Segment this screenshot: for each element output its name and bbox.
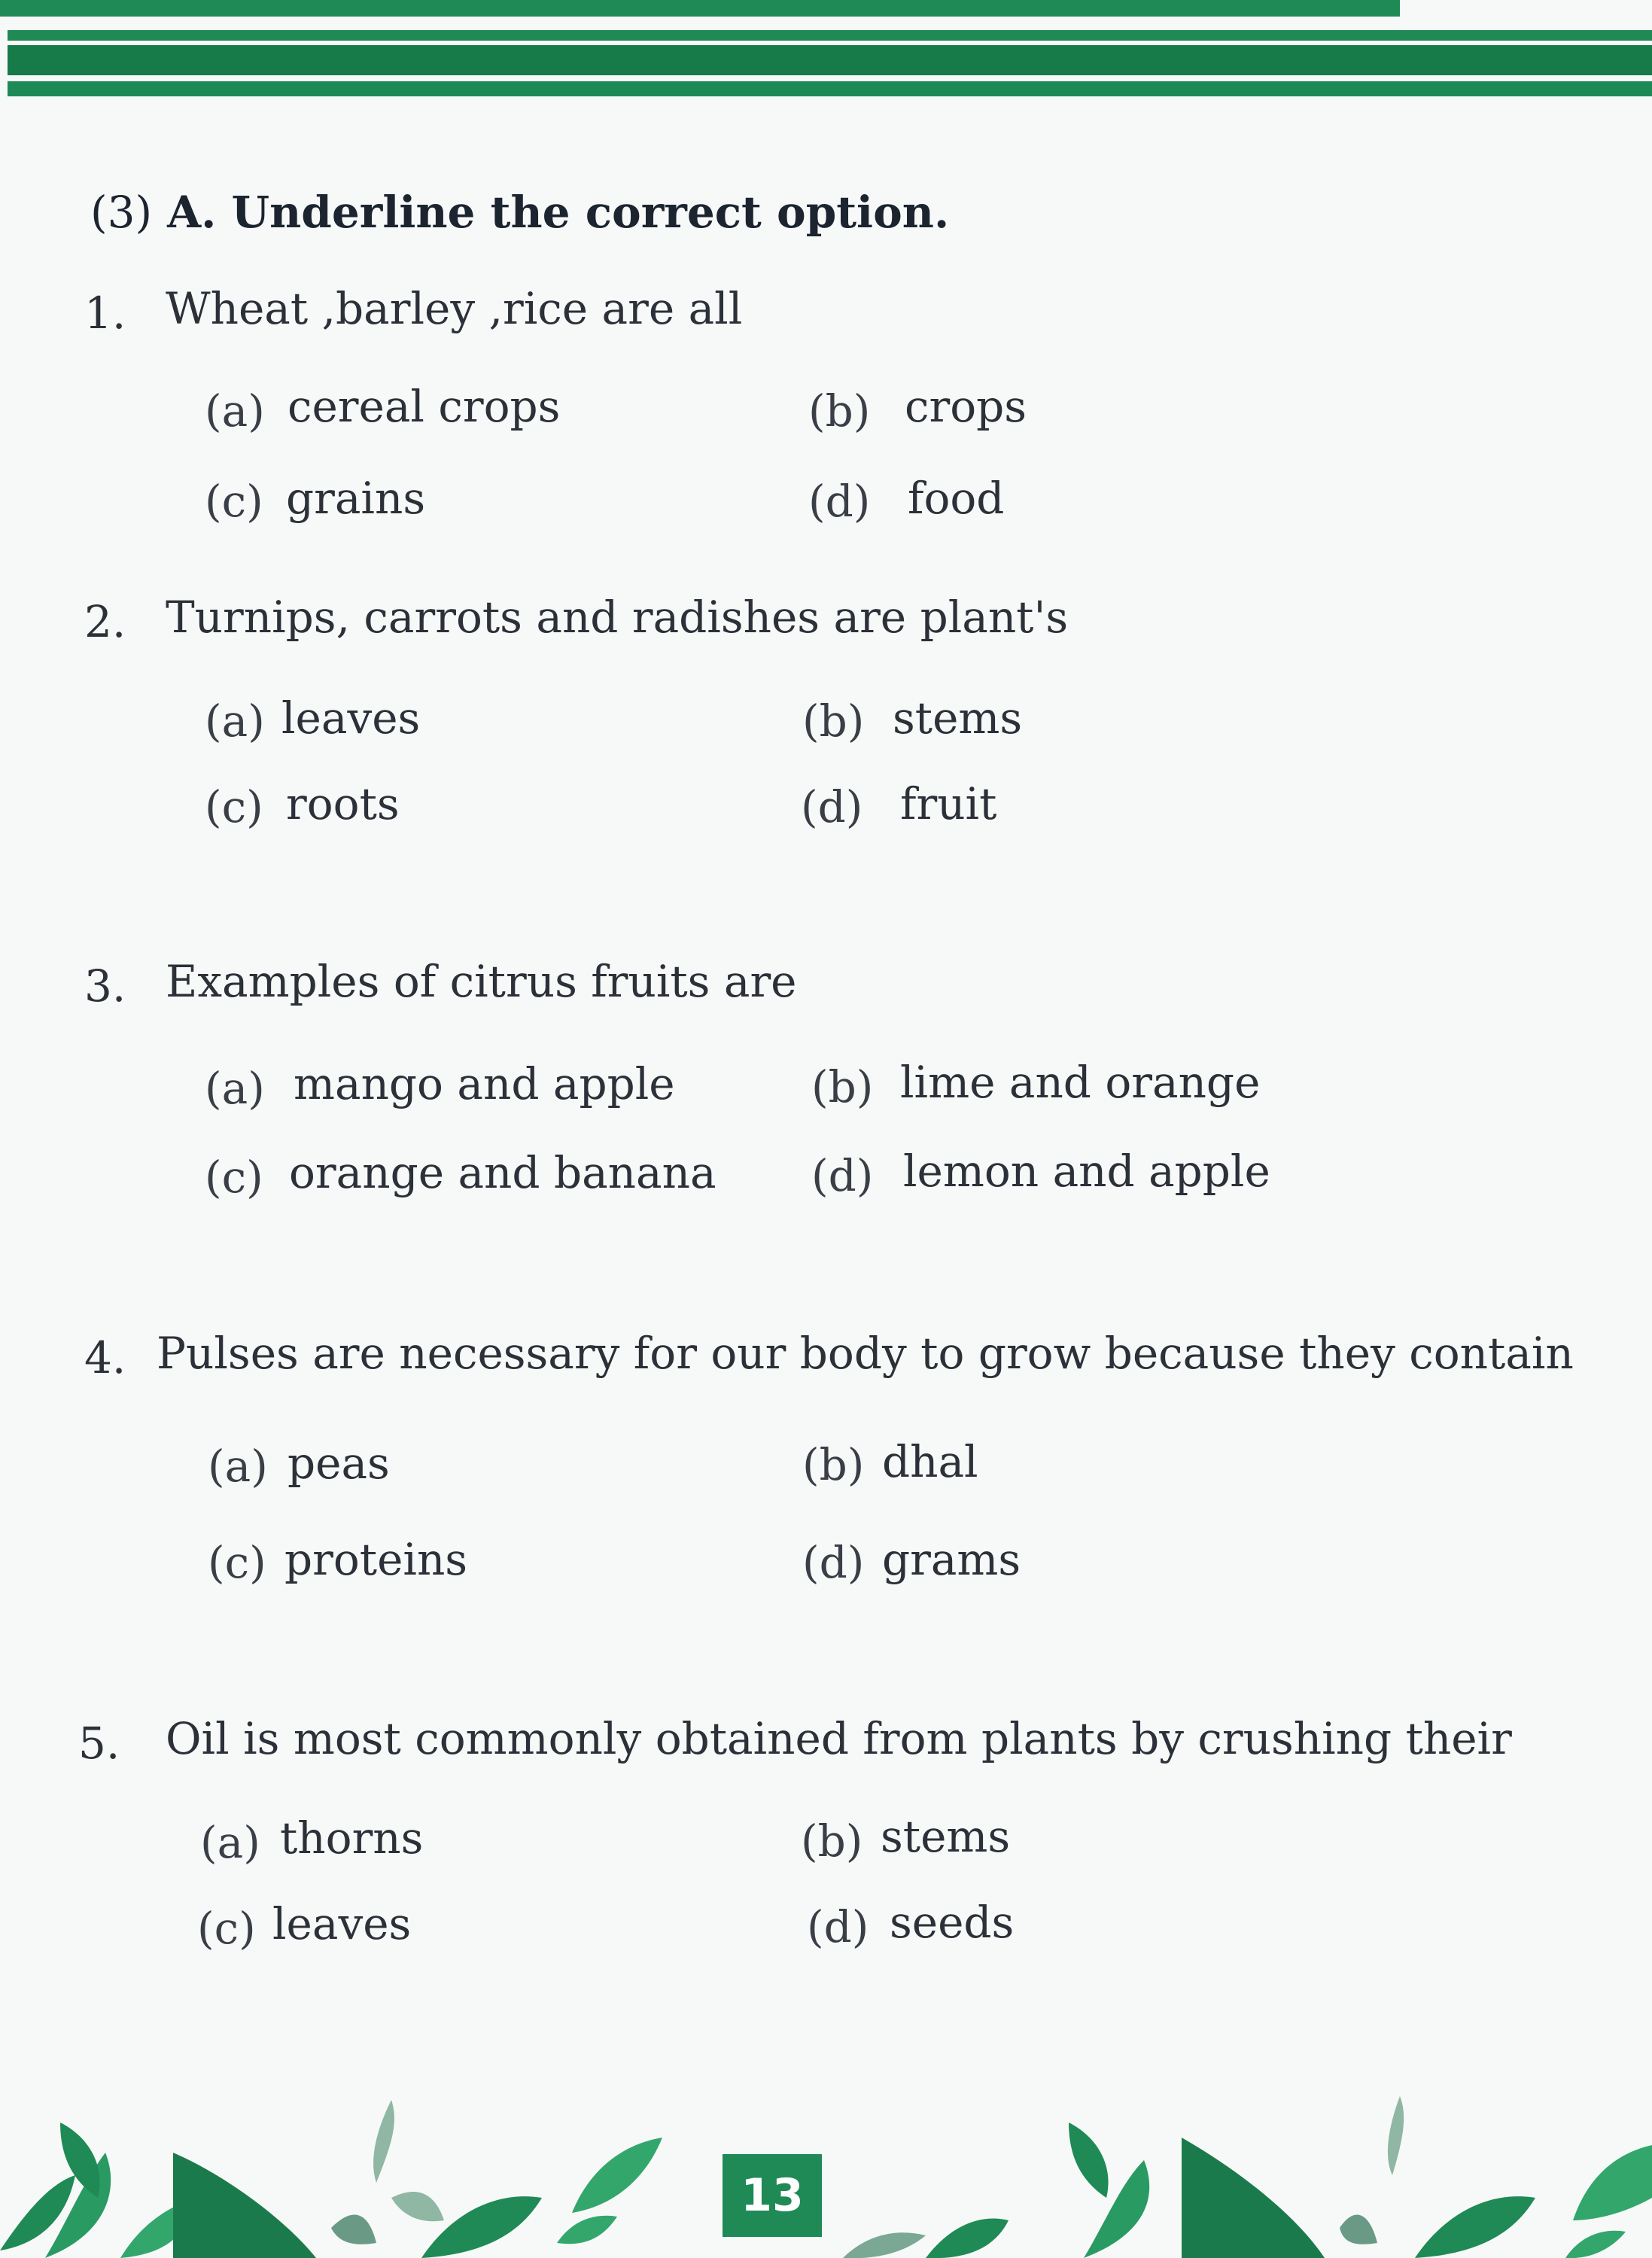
leaf-icon (0, 2100, 662, 2258)
option-letter: (d) (811, 1150, 874, 1201)
question-text: Oil is most commonly obtained from plants by crushing their (166, 1713, 1512, 1764)
option-letter: (a) (205, 385, 265, 437)
header-band (8, 45, 1652, 75)
option-letter: (b) (802, 1439, 865, 1490)
option-letter: (c) (208, 1537, 266, 1588)
option-text[interactable]: crops (905, 381, 1027, 432)
option-text[interactable]: grams (882, 1534, 1021, 1585)
option-letter: (b) (802, 695, 865, 747)
question-number: 5. (78, 1718, 120, 1769)
option-letter: (a) (208, 1441, 268, 1492)
option-text[interactable]: stems (881, 1811, 1011, 1862)
option-letter: (a) (200, 1817, 260, 1868)
option-letter: (c) (197, 1903, 256, 1954)
header-band (8, 30, 1652, 41)
header-decorative-bands (0, 0, 1652, 105)
option-text[interactable]: lemon and apple (903, 1146, 1270, 1197)
question-number: 3. (84, 960, 126, 1012)
option-text[interactable]: grains (286, 473, 426, 524)
header-band (0, 0, 1400, 17)
option-letter: (c) (205, 476, 263, 527)
option-text[interactable]: proteins (284, 1534, 468, 1585)
option-text[interactable]: roots (286, 778, 400, 829)
option-text[interactable]: seeds (890, 1897, 1015, 1948)
question-text: Wheat ,barley ,rice are all (166, 283, 743, 334)
option-letter: (c) (205, 1152, 263, 1203)
question-number: 1. (84, 288, 126, 339)
question-text: Turnips, carrots and radishes are plant's (166, 592, 1069, 643)
option-text[interactable]: mango and apple (294, 1058, 675, 1109)
option-letter: (b) (808, 385, 871, 437)
option-text[interactable]: cereal crops (288, 381, 561, 432)
option-text[interactable]: stems (893, 692, 1023, 744)
option-text[interactable]: leaves (272, 1898, 412, 1949)
option-text[interactable]: lime and orange (900, 1057, 1261, 1108)
option-letter: (c) (205, 781, 263, 832)
question-text: Examples of citrus fruits are (166, 956, 797, 1007)
option-text[interactable]: leaves (281, 692, 421, 744)
question-number: 4. (84, 1332, 126, 1383)
leaf-decoration-footer (0, 2092, 1652, 2258)
leaf-icon (843, 2096, 1652, 2258)
section-heading (90, 187, 949, 238)
option-letter: (d) (801, 781, 863, 832)
question-text: Pulses are necessary for our body to grow because they contain (157, 1328, 1574, 1379)
option-text[interactable]: thorns (280, 1812, 424, 1864)
option-letter: (d) (802, 1537, 865, 1588)
option-letter: (a) (205, 1063, 265, 1114)
option-letter: (b) (801, 1815, 863, 1867)
option-text[interactable]: dhal (882, 1436, 978, 1487)
question-number: 2. (84, 596, 126, 647)
section-title: A. Underline the correct option. (167, 187, 950, 238)
section-number: (3) (90, 187, 153, 238)
option-letter: (b) (811, 1061, 874, 1112)
option-letter: (d) (808, 476, 871, 527)
option-text[interactable]: food (908, 473, 1005, 524)
option-letter: (a) (205, 695, 265, 747)
option-letter: (d) (807, 1901, 869, 1952)
page-number: 13 (723, 2154, 822, 2237)
option-text[interactable]: orange and banana (289, 1147, 716, 1198)
option-text[interactable]: peas (288, 1438, 390, 1489)
option-text[interactable]: fruit (900, 778, 997, 829)
header-band (8, 81, 1652, 96)
